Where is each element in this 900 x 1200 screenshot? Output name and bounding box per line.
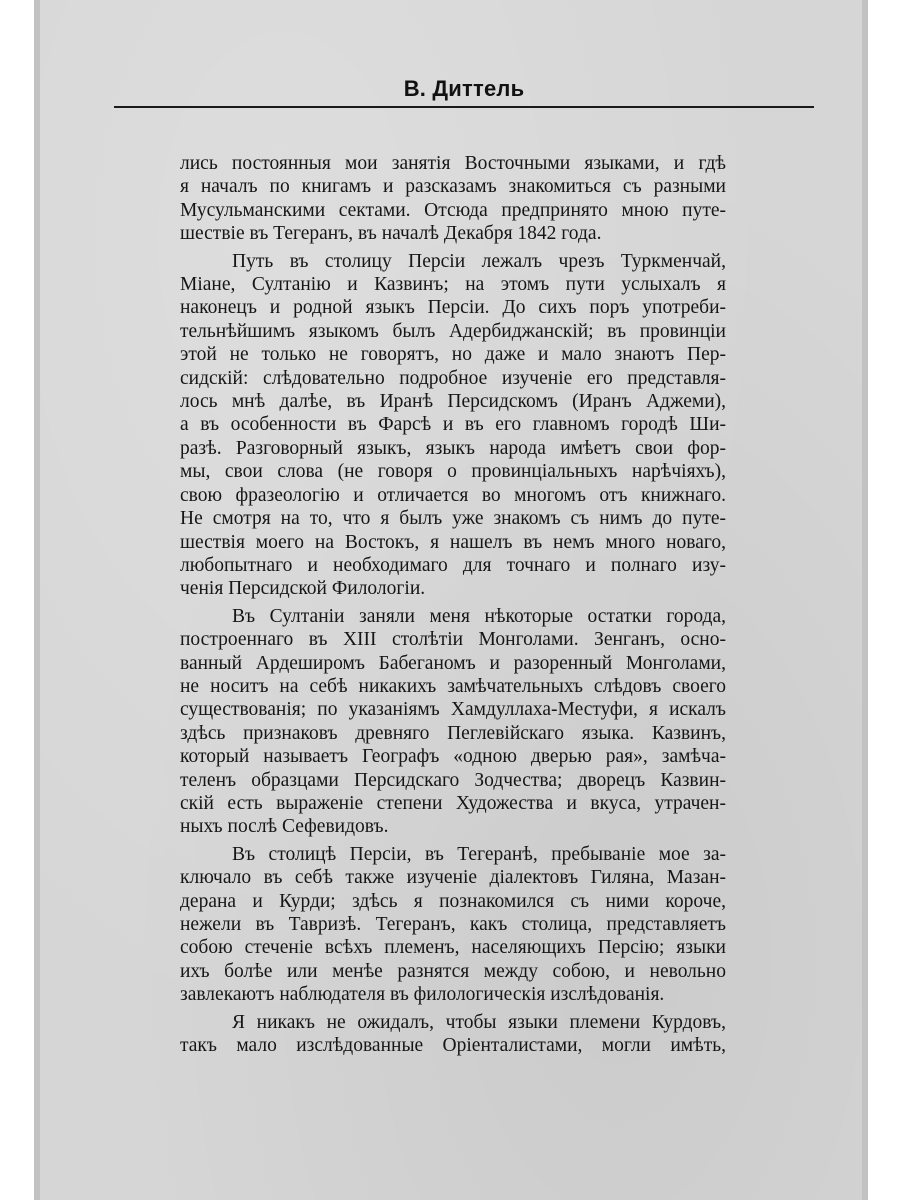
text-line: Въ столицѣ Персіи, въ Тегеранѣ, пребываніе мое за- [232,843,726,865]
text-line: Я никакъ не ожидалъ, чтобы языки племени Курдовъ, [232,1011,726,1033]
text-line: который называетъ Географъ «одною дверью рая», замѣча- [180,746,726,768]
text-line: я началъ по книгамъ и разсказамъ знакомиться съ разными [180,176,726,198]
text-line: а въ особенности въ Фарсѣ и въ его главномъ городѣ Ши- [180,414,726,436]
text-line: здѣсь признаковъ древняго Пеглевійскаго языка. Казвинъ, [180,722,726,744]
text-line: любопытнаго и необходимаго для точнаго и полнаго изу- [180,554,726,576]
text-line: разѣ. Разговорный языкъ, языкъ народа имѣетъ свои фор- [180,437,726,459]
body-text [180,152,726,1057]
scan-right-edge [862,0,868,1200]
text-line: дерана и Курди; здѣсь я познакомился съ ними короче, [180,890,726,912]
text-line: скій есть выраженіе степени Художества и вкуса, утрачен- [180,792,726,814]
text-line: шествіе въ Тегеранъ, въ началѣ Декабря 1842 года. [180,223,602,245]
text-line: собою стеченіе всѣхъ племенъ, населяющихъ Персію; языки [180,937,726,959]
text-line: существованія; по указаніямъ Хамдуллаха-Местуфи, я искалъ [180,699,726,721]
text-line: тельнѣйшимъ языкомъ былъ Адербиджанскій; въ провинціи [180,320,726,342]
scan-left-edge [34,0,40,1200]
text-line: Не смотря на то, что я былъ уже знакомъ съ нимъ до путе- [180,508,726,530]
text-line: завлекаютъ наблюдателя въ филологическія изслѣдованія. [180,984,665,1006]
running-title: В. Диттель [403,76,525,101]
text-line: ключало въ себѣ также изученіе діалектовъ Гиляна, Мазан- [180,867,726,889]
text-line: лось мнѣ далѣе, въ Иранѣ Персидскомъ (Иранъ Аджеми), [180,391,726,413]
text-line: наконецъ и родной языкъ Персіи. До сихъ поръ употреби- [180,297,726,319]
text-line: мы, свои слова (не говоря о провинціальныхъ нарѣчіяхъ), [180,461,726,483]
text-line: такъ мало изслѣдованные Оріенталистами, могли имѣть, [180,1035,726,1057]
text-line: ныхъ послѣ Сефевидовъ. [180,816,389,838]
text-line: Міане, Султанію и Казвинъ; на этомъ пути услыхалъ я [180,274,726,296]
text-line: этой не только не говорятъ, но даже и мало знаютъ Пер- [180,344,726,366]
text-line: ихъ болѣе или менѣе разнятся между собою, и невольно [180,960,726,982]
text-line: построеннаго въ XIII столѣтіи Монголами. Зенганъ, осно- [180,629,726,651]
text-line: лись постоянныя мои занятія Восточными языками, и гдѣ [180,153,726,174]
text-line: ченія Персидской Филологіи. [180,578,426,600]
header-rule [114,106,814,108]
text-line: Путь въ столицу Персіи лежалъ чрезъ Туркменчай, [232,250,726,272]
text-line: нежели въ Тавризѣ. Тегеранъ, какъ столица, представляетъ [180,914,726,935]
text-line: теленъ образцами Персидскаго Зодчества; дворецъ Казвин- [180,769,726,791]
text-line: свою фразеологію и отличается во многомъ отъ книжнаго. [180,484,726,506]
text-line: сидскій: слѣдовательно подробное изученіе его представля- [180,367,726,389]
text-line: Мусульманскими сектами. Отсюда предпринято мною путе- [180,199,726,221]
text-line: Въ Султаніи заняли меня нѣкоторые остатки города, [232,605,726,627]
text-line: не носитъ на себѣ никакихъ замѣчательныхъ слѣдовъ своего [180,675,726,697]
text-line: шествія моего на Востокъ, я нашелъ въ немъ много новаго, [180,531,726,553]
text-line: ванный Ардеширомъ Бабеганомъ и разоренный Монголами, [180,652,726,674]
